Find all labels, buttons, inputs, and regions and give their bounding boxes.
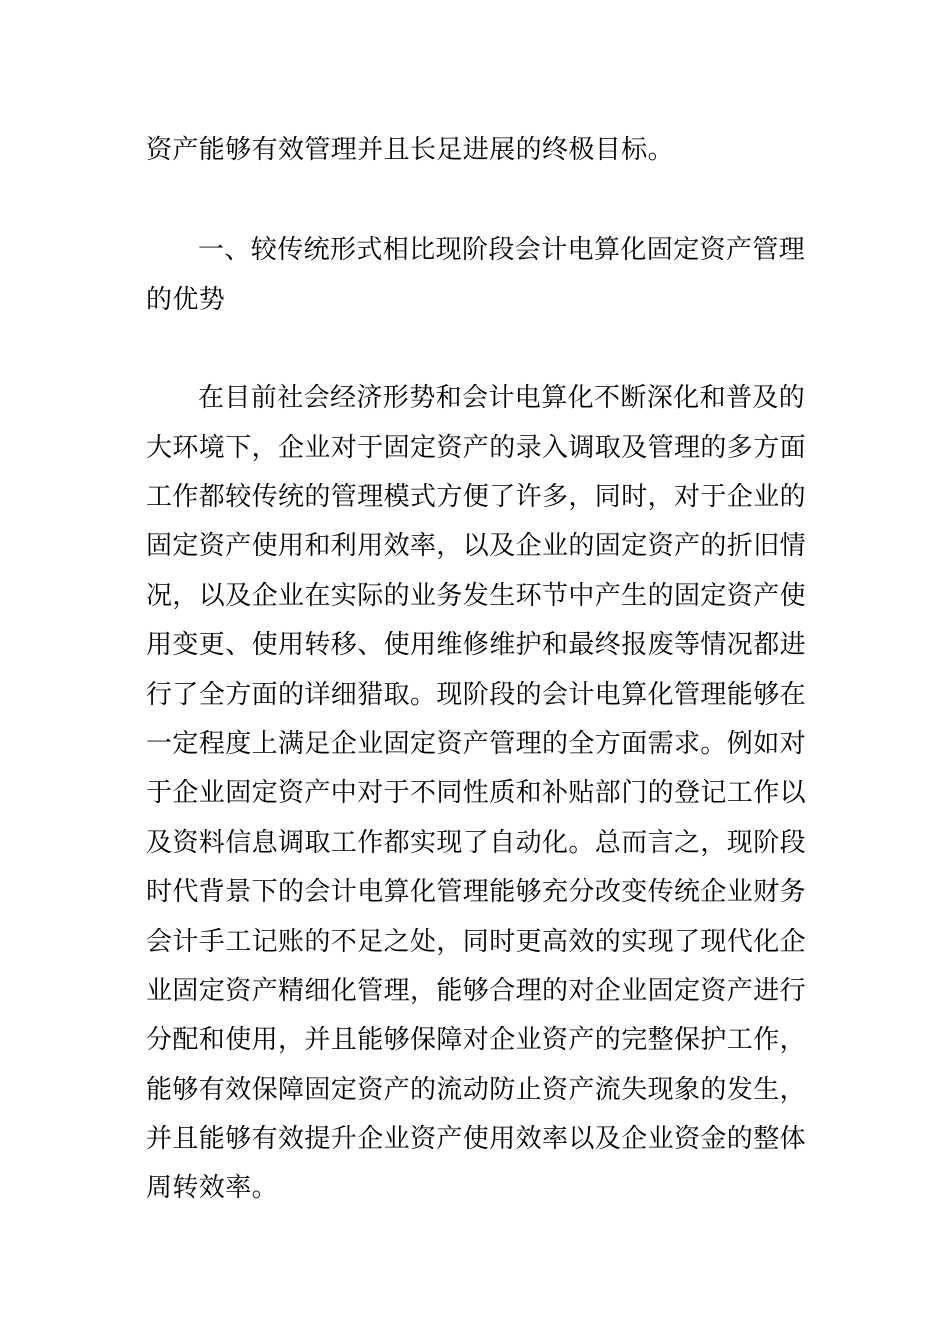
opening-line: 资产能够有效管理并且长足进展的终极目标。 [146, 135, 675, 165]
paragraph-line: 并且能够有效提升企业资产使用效率以及企业资金的整体 [146, 1124, 807, 1154]
paragraph-line: 行了全方面的详细猎取。现阶段的会计电算化管理能够在 [146, 680, 807, 710]
paragraph-line: 会计手工记账的不足之处，同时更高效的实现了现代化企 [146, 927, 807, 957]
paragraph-line: 业固定资产精细化管理，能够合理的对企业固定资产进行 [146, 976, 807, 1006]
section-heading-line: 一、较传统形式相比现阶段会计电算化固定资产管理 [198, 235, 806, 265]
paragraph-line: 况，以及企业在实际的业务发生环节中产生的固定资产使 [146, 581, 807, 611]
paragraph-line: 周转效率。 [146, 1173, 279, 1203]
paragraph-line: 工作都较传统的管理模式方便了许多，同时，对于企业的 [146, 482, 807, 512]
section-heading-line: 的优势 [146, 285, 226, 315]
paragraph-line: 固定资产使用和利用效率，以及企业的固定资产的折旧情 [146, 531, 807, 561]
paragraph-line: 时代背景下的会计电算化管理能够充分改变传统企业财务 [146, 877, 807, 907]
paragraph-line: 分配和使用，并且能够保障对企业资产的完整保护工作， [146, 1025, 807, 1055]
paragraph-line: 能够有效保障固定资产的流动防止资产流失现象的发生， [146, 1075, 807, 1105]
paragraph-line: 大环境下，企业对于固定资产的录入调取及管理的多方面 [146, 433, 807, 463]
paragraph-line: 及资料信息调取工作都实现了自动化。总而言之，现阶段 [146, 828, 807, 858]
paragraph-line: 一定程度上满足企业固定资产管理的全方面需求。例如对 [146, 729, 807, 759]
paragraph-line: 于企业固定资产中对于不同性质和补贴部门的登记工作以 [146, 778, 807, 808]
paragraph-line: 在目前社会经济形势和会计电算化不断深化和普及的 [198, 383, 806, 413]
paragraph-line: 用变更、使用转移、使用维修维护和最终报废等情况都进 [146, 630, 807, 660]
